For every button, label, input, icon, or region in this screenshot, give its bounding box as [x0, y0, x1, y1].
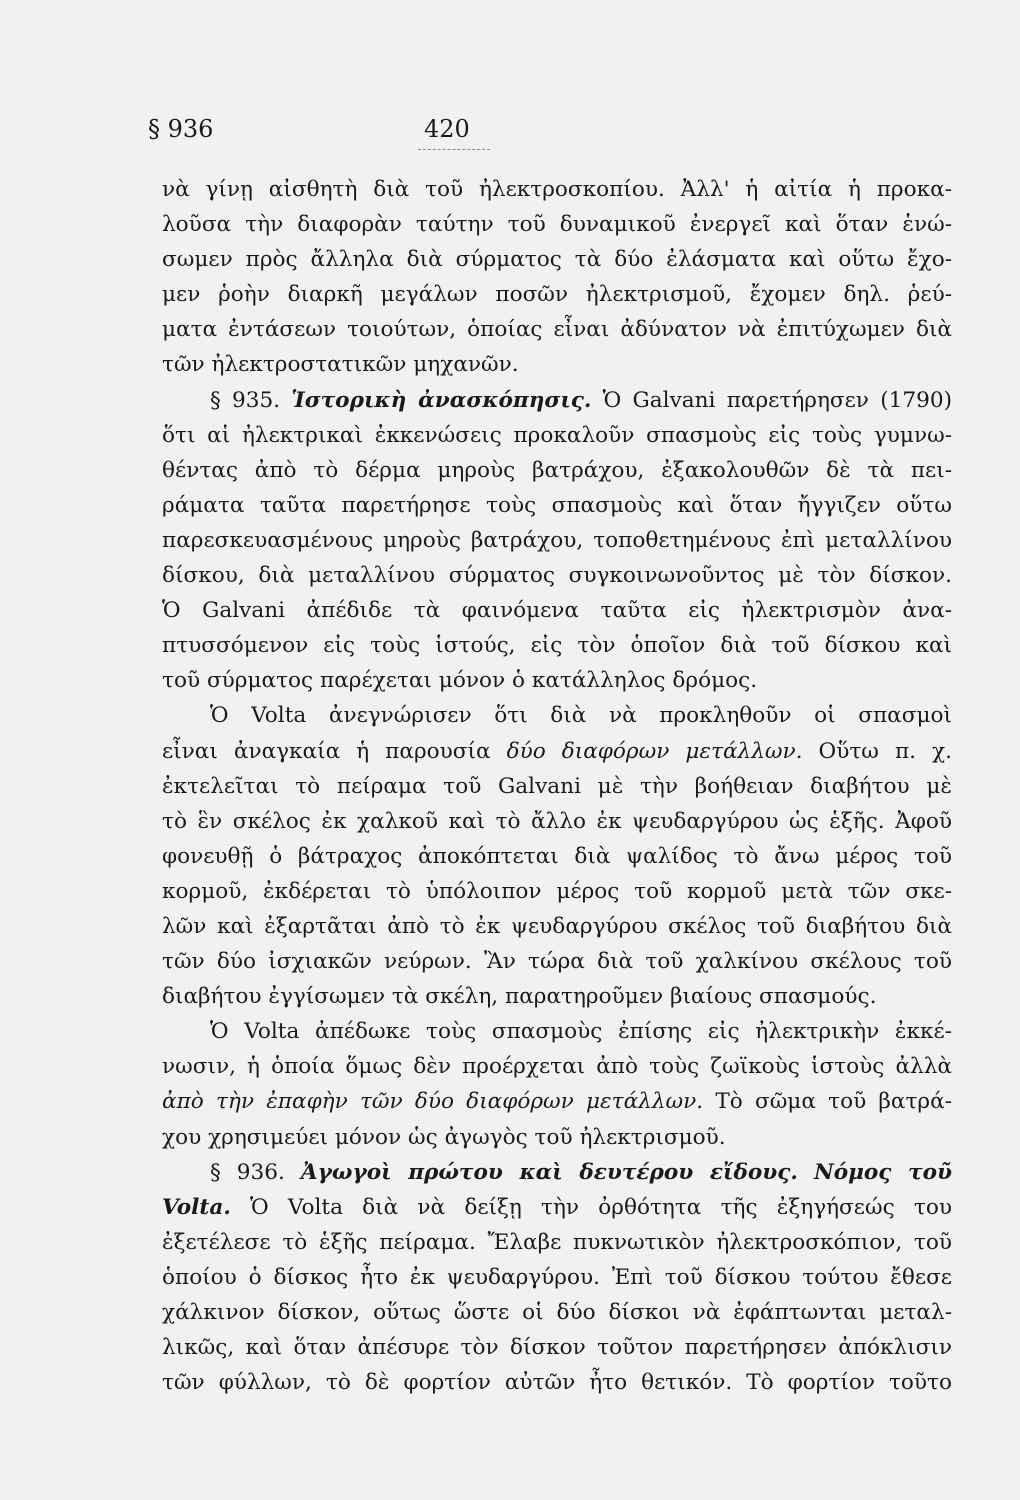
section-936-title-volta: Volta. [162, 1194, 231, 1220]
text-line [162, 1084, 952, 1119]
text-fragment: Ὁ Volta διὰ νὰ δείξῃ τὴν ὀρθότητα τῆς ἐξηγήσεώς του [250, 1194, 952, 1220]
emphasis-text: ἀπὸ τὴν ἐπαφὴν τῶν δύο διαφόρων μετάλλων. [162, 1089, 704, 1115]
page-number: 420 [424, 115, 470, 143]
running-section-mark: § 936 [148, 115, 214, 143]
text-line: διαβήτου ἐγγίσωμεν τὰ σκέλη, παρατηροῦμεν βιαίους σπασμούς. [162, 984, 877, 1010]
text-line: χάλκινον δίσκον, οὕτως ὥστε οἱ δύο δίσκοι νὰ ἐφάπτωνται μεταλ- [162, 1300, 952, 1325]
section-935-number: § 935. [210, 387, 281, 413]
text-line: φονευθῇ ὁ βάτραχος ἀποκόπτεται διὰ ψαλίδος τὸ ἄνω μέρος τοῦ [162, 843, 952, 869]
text-line: λικῶς, καὶ ὅταν ἀπέσυρε τὸν δίσκον τοῦτον παρετήρησεν ἀπόκλισιν [162, 1335, 952, 1361]
text-line: σωμεν πρὸς ἄλληλα διὰ σύρματος τὰ δύο ἐλάσματα καὶ οὕτω ἔχο- [162, 247, 952, 273]
text-line: τῶν ἠλεκτροστατικῶν μηχανῶν. [162, 352, 519, 378]
text-fragment: Τὸ σῶμα τοῦ βατρά- [715, 1089, 952, 1115]
text-line [162, 734, 952, 769]
text-line: Ὁ Galvani ἀπέδιδε τὰ φαινόμενα ταῦτα εἰς ἠλεκτρισμὸν ἀνα- [162, 598, 952, 624]
section-935-title: Ἱστορικὴ ἀνασκόπησις. [291, 387, 592, 413]
text-fragment: εἶναι ἀναγκαία ἡ παρουσία [162, 738, 491, 764]
section-935-heading-line [162, 383, 952, 418]
text-line: ἐκτελεῖται τὸ πείραμα τοῦ Galvani μὲ τὴν βοήθειαν διαβήτου μὲ [162, 773, 952, 799]
text-line: τῶν δύο ἰσχιακῶν νεύρων. Ἂν τώρα διὰ τοῦ χαλκίνου σκέλους τοῦ [162, 949, 952, 975]
text-line: Ὁ Volta ἀνεγνώρισεν ὅτι διὰ νὰ προκληθοῦν οἱ σπασμοὶ [210, 703, 952, 729]
text-line: πτυσσόμενον εἰς τοὺς ἱστούς, εἰς τὸν ὁποῖον διὰ τοῦ δίσκου καὶ [162, 633, 952, 659]
text-line: μεν ῥοὴν διαρκῆ μεγάλων ποσῶν ἠλεκτρισμοῦ, ἔχομεν δηλ. ῥεύ- [162, 282, 952, 308]
text-line: τὸ ἓν σκέλος ἐκ χαλκοῦ καὶ τὸ ἄλλο ἐκ ψευδαργύρου ὡς ἑξῆς. Ἀφοῦ [162, 808, 952, 834]
text-line: θέντας ἀπὸ τὸ δέρμα μηροὺς βατράχου, ἐξακολουθῶν δὲ τὰ πει- [162, 457, 952, 483]
text-line: Ὁ Volta ἀπέδωκε τοὺς σπασμοὺς ἐπίσης εἰς ἠλεκτρικὴν ἐκκέ- [210, 1019, 952, 1045]
page-text [162, 172, 952, 1400]
text-fragment: Οὕτω π. χ. [818, 738, 952, 764]
section-936-title: Ἀγωγοὶ πρώτου καὶ δευτέρου εἴδους. [300, 1159, 798, 1185]
emphasis-text: δύο διαφόρων μετάλλων. [506, 738, 803, 764]
text-line [162, 1190, 952, 1225]
section-936-heading-line [162, 1155, 952, 1190]
text-line: παρεσκευασμένους μηροὺς βατράχου, τοποθετημένους ἐπὶ μεταλλίνου [162, 527, 952, 553]
text-line: δίσκου, διὰ μεταλλίνου σύρματος συγκοινωνοῦντος μὲ τὸν δίσκον. [162, 563, 952, 589]
text-line: λῶν καὶ ἐξαρτᾶται ἀπὸ τὸ ἐκ ψευδαργύρου σκέλος τοῦ διαβήτου διὰ [162, 913, 952, 939]
text-line: κορμοῦ, ἐκδέρεται τὸ ὑπόλοιπον μέρος τοῦ κορμοῦ μετὰ τῶν σκε- [162, 878, 952, 904]
text-line: νὰ γίνῃ αἰσθητὴ διὰ τοῦ ἠλεκτροσκοπίου. Ἀλλ' ἡ αἰτία ἡ προκα- [162, 177, 952, 202]
text-line: τῶν φύλλων, τὸ δὲ φορτίον αὐτῶν ἦτο θετικόν. Τὸ φορτίον τοῦτο [162, 1370, 952, 1396]
text-line: ἐξετέλεσε τὸ ἑξῆς πείραμα. Ἔλαβε πυκνωτικὸν ἠλεκτροσκόπιον, τοῦ [162, 1229, 952, 1255]
text-line: χου χρησιμεύει μόνον ὡς ἀγωγὸς τοῦ ἠλεκτρισμοῦ. [162, 1124, 726, 1150]
text-line: τοῦ σύρματος παρέχεται μόνον ὁ κατάλληλος δρόμος. [162, 668, 758, 694]
header-rule [418, 149, 490, 151]
text-line: ράματα ταῦτα παρετήρησε τοὺς σπασμοὺς καὶ ὅταν ἤγγιζεν οὕτω [162, 492, 952, 518]
text-line: ὁποίου ὁ δίσκος ἦτο ἐκ ψευδαργύρου. Ἐπὶ τοῦ δίσκου τούτου ἔθεσε [162, 1264, 952, 1290]
section-936-number: § 936. [210, 1159, 285, 1185]
text-line: ὅτι αἱ ἠλεκτρικαὶ ἐκκενώσεις προκαλοῦν σπασμοὺς εἰς τοὺς γυμνω- [162, 422, 952, 448]
text-line: λοῦσα τὴν διαφορὰν ταύτην τοῦ δυναμικοῦ ἐνεργεῖ καὶ ὅταν ἑνώ- [162, 212, 952, 238]
page-header [148, 115, 938, 155]
text-line: νωσιν, ἡ ὁποία ὅμως δὲν προέρχεται ἀπὸ τοὺς ζωϊκοὺς ἱστοὺς ἀλλὰ [162, 1054, 952, 1080]
section-936-title-law: Νόμος τοῦ [813, 1159, 952, 1185]
text-line: ματα ἐντάσεων τοιούτων, ὁποίας εἶναι ἀδύνατον νὰ ἐπιτύχωμεν διὰ [162, 317, 952, 343]
section-935-first-text: Ὁ Galvani παρετήρησεν (1790) [602, 387, 952, 413]
